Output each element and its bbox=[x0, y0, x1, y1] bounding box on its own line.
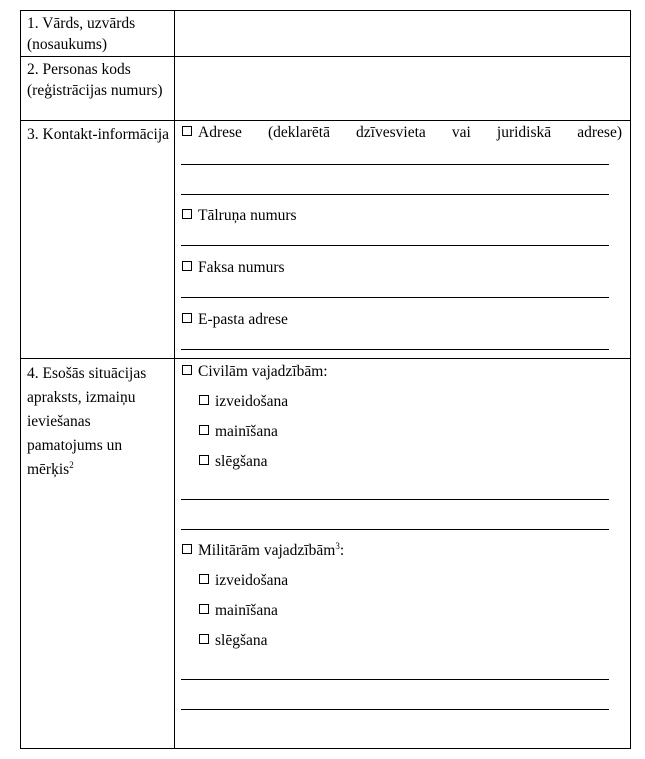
civil-create-checkbox[interactable] bbox=[199, 395, 209, 405]
military-create-label: izveidošana bbox=[215, 572, 289, 589]
civil-heading bbox=[182, 362, 328, 382]
civil-modify-label: mainīšana bbox=[215, 423, 278, 440]
military-modify-checkbox[interactable] bbox=[199, 604, 209, 614]
row-divider-2 bbox=[20, 120, 631, 121]
military-close-label: slēgšana bbox=[215, 632, 268, 649]
address-checkbox[interactable] bbox=[182, 126, 192, 136]
military-heading-colon: : bbox=[339, 542, 345, 559]
email-fill-line[interactable] bbox=[181, 349, 609, 350]
military-modify-option bbox=[199, 601, 278, 621]
personal-code-label: 2. Personas kods (reģistrācijas numurs) bbox=[27, 61, 163, 99]
civil-fill-line-1[interactable] bbox=[181, 499, 609, 500]
phone-fill-line[interactable] bbox=[181, 245, 609, 246]
address-option-label: Adrese (deklarētā dzīvesvieta vai juridiskā adrese) bbox=[198, 124, 622, 141]
name-surname-label: 1. Vārds, uzvārds (nosaukums) bbox=[27, 15, 136, 53]
military-close-checkbox[interactable] bbox=[199, 634, 209, 644]
civil-create-option bbox=[199, 392, 288, 412]
situation-description-text: 4. Esošās situācijas apraksts, izmaiņu ieviešanas pamatojums un mērķis bbox=[27, 365, 147, 478]
address-fill-line-1[interactable] bbox=[181, 164, 609, 165]
address-fill-line-2[interactable] bbox=[181, 194, 609, 195]
address-option bbox=[182, 123, 622, 143]
civil-close-label: slēgšana bbox=[215, 453, 268, 470]
civil-close-option bbox=[199, 452, 268, 472]
military-fill-line-1[interactable] bbox=[181, 679, 609, 680]
civil-close-checkbox[interactable] bbox=[199, 455, 209, 465]
military-heading bbox=[182, 541, 344, 561]
situation-description-label bbox=[27, 362, 157, 482]
fax-option bbox=[182, 258, 285, 278]
contact-info-label: 3. Kontakt-informācija bbox=[27, 126, 170, 143]
civil-modify-checkbox[interactable] bbox=[199, 425, 209, 435]
footnote-3: 3 bbox=[335, 541, 340, 551]
phone-option bbox=[182, 206, 297, 226]
row-divider-3 bbox=[20, 358, 631, 359]
civil-create-label: izveidošana bbox=[215, 393, 289, 410]
phone-option-label: Tālruņa numurs bbox=[198, 207, 297, 224]
military-create-checkbox[interactable] bbox=[199, 574, 209, 584]
email-option bbox=[182, 310, 288, 330]
military-heading-label: Militārām vajadzībām bbox=[198, 542, 336, 559]
personal-code-field[interactable] bbox=[175, 57, 630, 120]
military-close-option bbox=[199, 631, 268, 651]
email-option-label: E-pasta adrese bbox=[198, 311, 288, 328]
fax-fill-line[interactable] bbox=[181, 297, 609, 298]
civil-heading-label: Civilām vajadzībām: bbox=[198, 363, 328, 380]
civil-checkbox[interactable] bbox=[182, 365, 192, 375]
email-checkbox[interactable] bbox=[182, 313, 192, 323]
military-modify-label: mainīšana bbox=[215, 602, 278, 619]
military-create-option bbox=[199, 571, 288, 591]
military-checkbox[interactable] bbox=[182, 544, 192, 554]
phone-checkbox[interactable] bbox=[182, 209, 192, 219]
military-fill-line-2[interactable] bbox=[181, 709, 609, 710]
fax-option-label: Faksa numurs bbox=[198, 259, 285, 276]
name-surname-field[interactable] bbox=[175, 11, 630, 56]
civil-fill-line-2[interactable] bbox=[181, 529, 609, 530]
civil-modify-option bbox=[199, 422, 278, 442]
fax-checkbox[interactable] bbox=[182, 261, 192, 271]
footnote-2: 2 bbox=[69, 460, 74, 470]
